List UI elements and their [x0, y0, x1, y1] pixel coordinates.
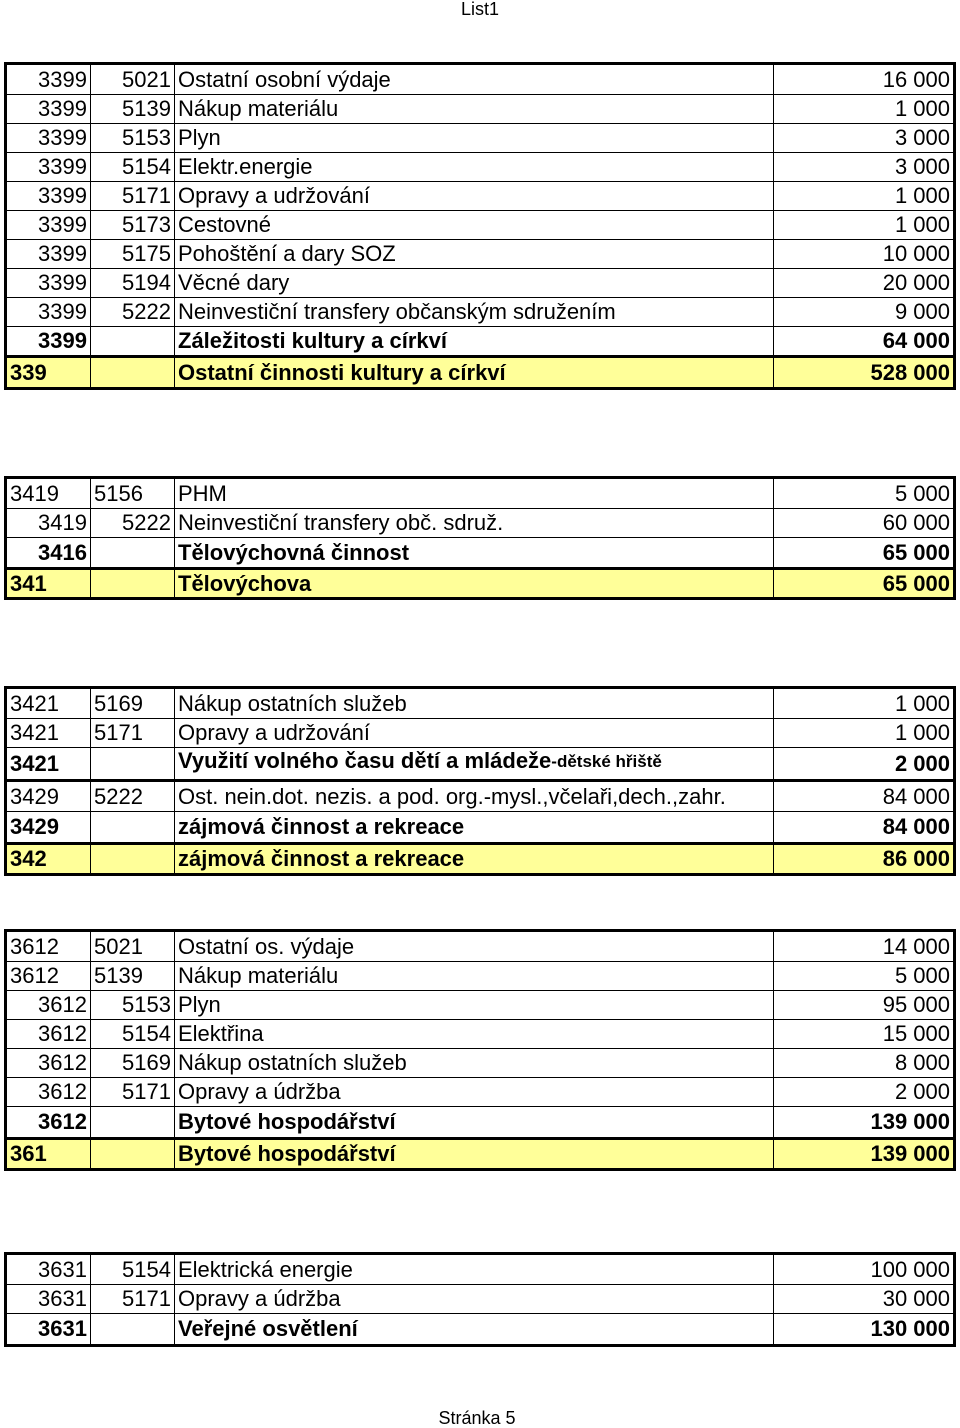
item-amount: 95 000: [882, 992, 950, 1017]
item-amount: 1 000: [894, 720, 950, 745]
item-amount: 2 000: [894, 1079, 950, 1104]
total-row: [7, 1137, 953, 1168]
table-row: [7, 932, 953, 961]
item-name-suffix: -dětské hřiště: [551, 752, 662, 771]
item-name: Záležitosti kultury a církví: [175, 327, 774, 355]
item-code: 5154: [91, 1255, 175, 1284]
item-code: [91, 812, 175, 842]
total-row: [7, 355, 953, 387]
section-code: 342: [7, 845, 91, 873]
item-amount: 528 000: [870, 359, 950, 385]
paragraph-code: 3399: [7, 240, 91, 268]
item-amount: 84 000: [882, 814, 950, 839]
item-name: Elektrická energie: [175, 1255, 774, 1284]
item-name: Elektřina: [175, 1020, 774, 1048]
item-code: 5139: [91, 962, 175, 990]
table-row: [7, 718, 953, 747]
paragraph-code: 3612: [7, 932, 91, 961]
item-name: Věcné dary: [175, 269, 774, 297]
budget-table-culture: [4, 62, 956, 390]
item-code: 5171: [91, 1285, 175, 1313]
item-amount: 20 000: [882, 270, 950, 295]
item-amount: 65 000: [882, 539, 950, 565]
item-name: Nákup ostatních služeb: [175, 1049, 774, 1077]
table-row: [7, 1077, 953, 1106]
item-name: Pohoštění a dary SOZ: [175, 240, 774, 268]
paragraph-code: 3631: [7, 1285, 91, 1313]
paragraph-code: 3631: [7, 1314, 91, 1344]
item-code: [91, 1140, 175, 1168]
subtotal-row: [7, 537, 953, 567]
paragraph-code: 3612: [7, 1107, 91, 1137]
table-row: [7, 239, 953, 268]
paragraph-code: 3399: [7, 153, 91, 181]
item-name: Opravy a údržba: [175, 1078, 774, 1106]
item-amount: 5 000: [894, 963, 950, 988]
item-name: Elektr.energie: [175, 153, 774, 181]
table-row: [7, 1284, 953, 1313]
item-amount: 5 000: [894, 480, 950, 506]
item-amount: 139 000: [870, 1141, 950, 1166]
table-row: [7, 479, 953, 508]
item-code: 5154: [91, 1020, 175, 1048]
item-code: 5194: [91, 269, 175, 297]
item-name: Ostatní činnosti kultury a církví: [175, 358, 774, 387]
paragraph-code: 3399: [7, 327, 91, 355]
table-row: [7, 779, 953, 811]
item-code: 5222: [91, 298, 175, 326]
item-name: Tělovýchova: [175, 570, 774, 597]
item-amount: 3 000: [894, 125, 950, 150]
item-code: 5156: [91, 479, 175, 508]
item-amount: 1 000: [894, 96, 950, 121]
item-code: 5171: [91, 1078, 175, 1106]
item-code: 5222: [91, 509, 175, 537]
item-code: 5139: [91, 95, 175, 123]
paragraph-code: 3612: [7, 1078, 91, 1106]
item-name-main: Využití volného času dětí a mládeže: [178, 748, 552, 773]
item-name: PHM: [175, 479, 774, 508]
item-amount: 84 000: [882, 783, 950, 809]
table-row: [7, 297, 953, 326]
item-name: Ostatní os. výdaje: [175, 932, 774, 961]
table-row: [7, 508, 953, 537]
item-code: [91, 570, 175, 597]
paragraph-code: 3399: [7, 298, 91, 326]
item-amount: 8 000: [894, 1050, 950, 1075]
paragraph-code: 3429: [7, 812, 91, 842]
section-code: 339: [7, 358, 91, 387]
item-amount: 100 000: [870, 1256, 950, 1282]
budget-table-lighting: [4, 1252, 956, 1347]
table-row: [7, 268, 953, 297]
paragraph-code: 3612: [7, 1020, 91, 1048]
item-code: 5154: [91, 153, 175, 181]
item-code: 5171: [91, 182, 175, 210]
paragraph-code: 3399: [7, 65, 91, 94]
item-name: Nákup ostatních služeb: [175, 689, 774, 718]
item-code: 5171: [91, 719, 175, 747]
item-code: 5021: [91, 65, 175, 94]
item-name: zájmová činnost a rekreace: [175, 845, 774, 873]
item-name: Plyn: [175, 124, 774, 152]
paragraph-code: 3399: [7, 124, 91, 152]
paragraph-code: 3419: [7, 509, 91, 537]
item-amount: 2 000: [894, 750, 950, 776]
paragraph-code: 3612: [7, 962, 91, 990]
paragraph-code: 3416: [7, 538, 91, 567]
section-code: 361: [7, 1140, 91, 1168]
item-name: Opravy a udržování: [175, 719, 774, 747]
item-name: Veřejné osvětlení: [175, 1314, 774, 1344]
item-amount: 130 000: [870, 1316, 950, 1341]
item-code: 5153: [91, 124, 175, 152]
paragraph-code: 3612: [7, 1049, 91, 1077]
item-code: [91, 358, 175, 387]
item-name: Opravy a údržba: [175, 1285, 774, 1313]
item-amount: 10 000: [882, 241, 950, 266]
paragraph-code: 3399: [7, 182, 91, 210]
subtotal-row: [7, 1313, 953, 1344]
table-row: [7, 1019, 953, 1048]
table-row: [7, 1048, 953, 1077]
item-amount: 15 000: [882, 1021, 950, 1046]
subtotal-row: [7, 811, 953, 842]
paragraph-code: 3399: [7, 269, 91, 297]
item-code: 5169: [91, 689, 175, 718]
item-code: 5175: [91, 240, 175, 268]
paragraph-code: 3419: [7, 479, 91, 508]
item-amount: 65 000: [882, 570, 950, 596]
item-amount: 86 000: [882, 846, 950, 871]
item-name: Neinvestiční transfery občanským sdružením: [175, 298, 774, 326]
item-amount: 1 000: [894, 690, 950, 716]
table-row: [7, 65, 953, 94]
item-code: 5169: [91, 1049, 175, 1077]
item-name: Bytové hospodářství: [175, 1140, 774, 1168]
item-name: Nákup materiálu: [175, 95, 774, 123]
item-name: Nákup materiálu: [175, 962, 774, 990]
item-name: Cestovné: [175, 211, 774, 239]
subtotal-row: [7, 747, 953, 779]
item-name: Plyn: [175, 991, 774, 1019]
table-row: [7, 990, 953, 1019]
paragraph-code: 3429: [7, 782, 91, 811]
budget-table-leisure: [4, 686, 956, 876]
item-amount: 60 000: [882, 510, 950, 535]
paragraph-code: 3631: [7, 1255, 91, 1284]
item-amount: 3 000: [894, 154, 950, 179]
table-row: [7, 1255, 953, 1284]
item-name: Neinvestiční transfery obč. sdruž.: [175, 509, 774, 537]
item-code: [91, 1314, 175, 1344]
table-row: [7, 961, 953, 990]
item-amount: 16 000: [882, 66, 950, 92]
item-amount: 14 000: [882, 933, 950, 959]
item-code: 5222: [91, 782, 175, 811]
table-row: [7, 210, 953, 239]
table-row: [7, 689, 953, 718]
item-amount: 30 000: [882, 1286, 950, 1311]
item-amount: 64 000: [882, 328, 950, 353]
item-amount: 1 000: [894, 183, 950, 208]
item-code: [91, 327, 175, 355]
item-amount: 9 000: [894, 299, 950, 324]
budget-table-housing: [4, 929, 956, 1171]
item-amount: 139 000: [870, 1109, 950, 1134]
item-code: [91, 1107, 175, 1137]
section-code: 341: [7, 570, 91, 597]
total-row: [7, 842, 953, 873]
item-amount: 1 000: [894, 212, 950, 237]
item-code: [91, 845, 175, 873]
paragraph-code: 3421: [7, 689, 91, 718]
item-name: Ost. nein.dot. nezis. a pod. org.-mysl.,včelaři,dech.,zahr.: [175, 782, 774, 811]
budget-table-sport: [4, 476, 956, 600]
page-number: Stránka 5: [438, 1408, 516, 1428]
item-code: [91, 748, 175, 779]
sheet-name: List1: [460, 0, 500, 19]
paragraph-code: 3399: [7, 211, 91, 239]
paragraph-code: 3421: [7, 748, 91, 779]
item-code: 5153: [91, 991, 175, 1019]
subtotal-row: [7, 326, 953, 355]
total-row: [7, 567, 953, 597]
subtotal-row: [7, 1106, 953, 1137]
item-name: Ostatní osobní výdaje: [175, 65, 774, 94]
item-name: Opravy a udržování: [175, 182, 774, 210]
item-name: Bytové hospodářství: [175, 1107, 774, 1137]
paragraph-code: 3612: [7, 991, 91, 1019]
item-name: zájmová činnost a rekreace: [175, 812, 774, 842]
table-row: [7, 181, 953, 210]
item-code: 5021: [91, 932, 175, 961]
table-row: [7, 94, 953, 123]
item-code: 5173: [91, 211, 175, 239]
item-name: [175, 748, 774, 779]
item-code: [91, 538, 175, 567]
paragraph-code: 3421: [7, 719, 91, 747]
table-row: [7, 152, 953, 181]
item-name: Tělovýchovná činnost: [175, 538, 774, 567]
table-row: [7, 123, 953, 152]
paragraph-code: 3399: [7, 95, 91, 123]
